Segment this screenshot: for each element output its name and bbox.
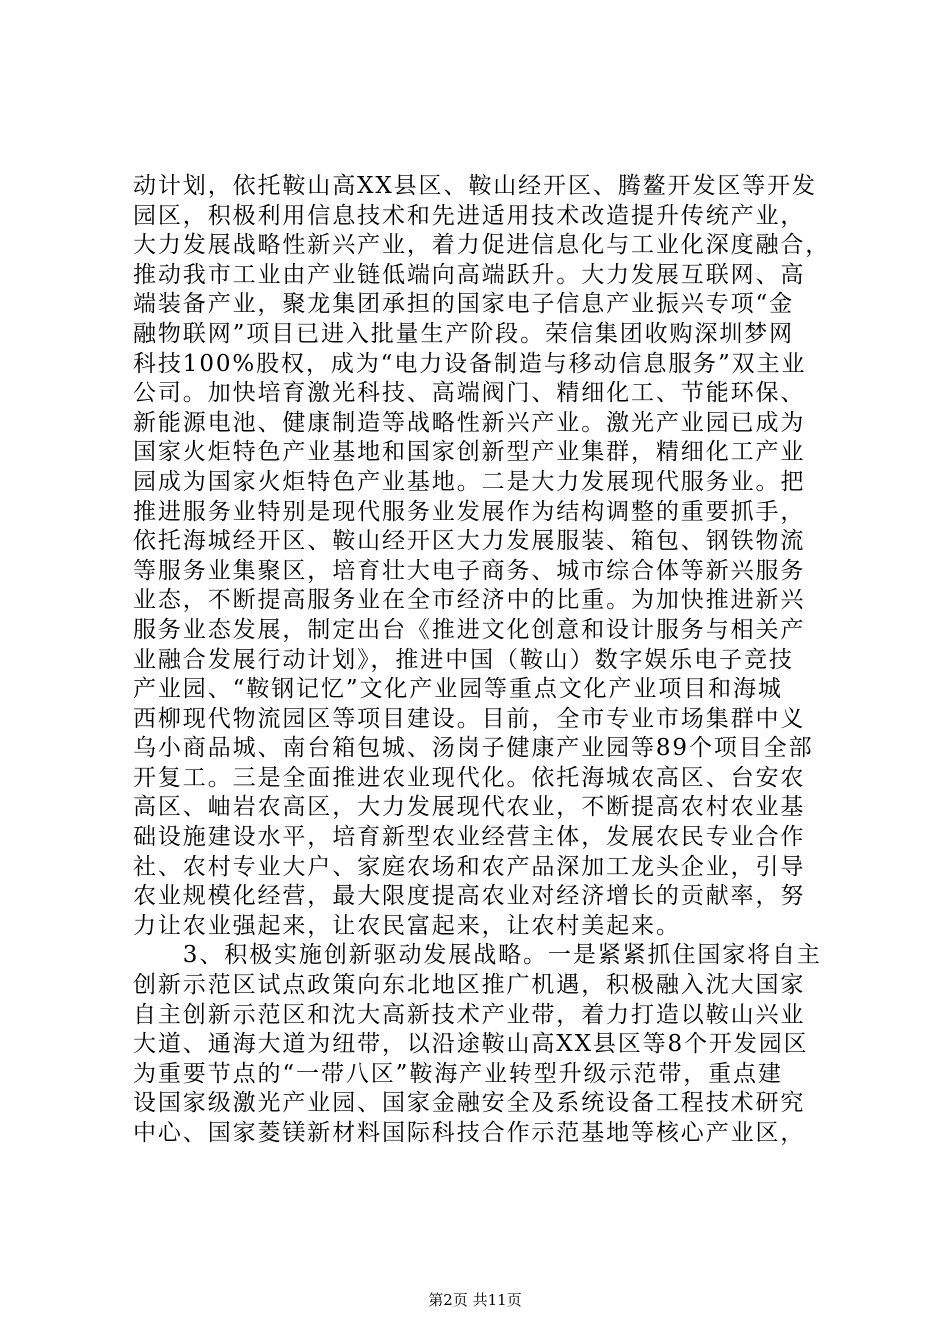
text-line: 服务业态发展，制定出台《推进文化创意和设计服务与相关产 <box>133 616 806 643</box>
text-line: 产业园、“鞍钢记忆”文化产业园等重点文化产业项目和海城 <box>133 676 783 703</box>
text-line: 园区，积极利用信息技术和先进适用技术改造提升传统产业， <box>133 202 806 229</box>
text-line: 依托海城经开区、鞍山经开区大力发展服装、箱包、钢铁物流 <box>133 528 806 555</box>
text-line: 园成为国家火炬特色产业基地。二是大力发展现代服务业。把 <box>133 468 806 495</box>
text-line: 大力发展战略性新兴产业，着力促进信息化与工业化深度融合， <box>133 232 831 259</box>
text-line: 新能源电池、健康制造等战略性新兴产业。激光产业园已成为 <box>133 409 806 436</box>
text-line: 西柳现代物流园区等项目建设。目前，全市专业市场集群中义 <box>133 705 806 732</box>
text-line: 开复工。三是全面推进农业现代化。依托海城农高区、台安农 <box>133 764 806 791</box>
text-line: 推动我市工业由产业链低端向高端跃升。大力发展互联网、高 <box>133 261 806 288</box>
text-line: 国家火炬特色产业基地和国家创新型产业集群，精细化工产业 <box>133 439 806 466</box>
text-line: 大道、通海大道为纽带，以沿途鞍山高XX县区等8个开发园区 <box>133 1031 809 1058</box>
text-line: 础设施建设水平，培育新型农业经营主体，发展农民专业合作 <box>133 824 806 851</box>
page-footer: 第2页 共11页 <box>428 1291 522 1309</box>
text-line: 力让农业强起来，让农民富起来，让农村美起来。 <box>133 912 681 939</box>
text-line: 端装备产业，聚龙集团承担的国家电子信息产业振兴专项“金 <box>133 291 795 318</box>
text-line: 社、农村专业大户、家庭农场和农产品深加工龙头企业，引导 <box>133 853 806 880</box>
text-line: 融物联网”项目已进入批量生产阶段。荣信集团收购深圳梦网 <box>133 320 795 347</box>
text-line: 动计划，依托鞍山高XX县区、鞍山经开区、腾鳌开发区等开发 <box>133 173 817 199</box>
text-line: 业融合发展行动计划》，推进中国（鞍山）数字娱乐电子竞技 <box>133 646 794 673</box>
text-line: 高区、岫岩农高区，大力发展现代农业，不断提高农村农业基 <box>133 794 806 821</box>
text-line: 创新示范区试点政策向东北地区推广机遇，积极融入沈大国家 <box>133 972 806 999</box>
text-line: 3、积极实施创新驱动发展战略。一是紧紧抓住国家将自主 <box>133 942 822 969</box>
text-line: 为重要节点的“一带八区”鞍海产业转型升级示范带，重点建 <box>133 1060 783 1087</box>
text-line: 等服务业集聚区，培育壮大电子商务、城市综合体等新兴服务 <box>133 557 806 584</box>
text-line: 公司。加快培育激光科技、高端阀门、精细化工、节能环保、 <box>133 380 806 407</box>
text-line: 中心、国家菱镁新材料国际科技合作示范基地等核心产业区， <box>133 1120 806 1146</box>
text-line: 乌小商品城、南台箱包城、汤岗子健康产业园等89个项目全部 <box>133 735 814 762</box>
text-line: 自主创新示范区和沈大高新技术产业带，着力打造以鞍山兴业 <box>133 1001 806 1028</box>
text-line: 科技100%股权，成为“电力设备制造与移动信息服务”双主业 <box>133 350 807 377</box>
body-text <box>133 172 833 1149</box>
text-line: 推进服务业特别是现代服务业发展作为结构调整的重要抓手， <box>133 498 806 525</box>
text-line: 业态，不断提高服务业在全市经济中的比重。为加快推进新兴 <box>133 587 806 614</box>
text-line: 农业规模化经营，最大限度提高农业对经济增长的贡献率，努 <box>133 883 806 910</box>
text-line: 设国家级激光产业园、国家金融安全及系统设备工程技术研究 <box>133 1090 806 1117</box>
